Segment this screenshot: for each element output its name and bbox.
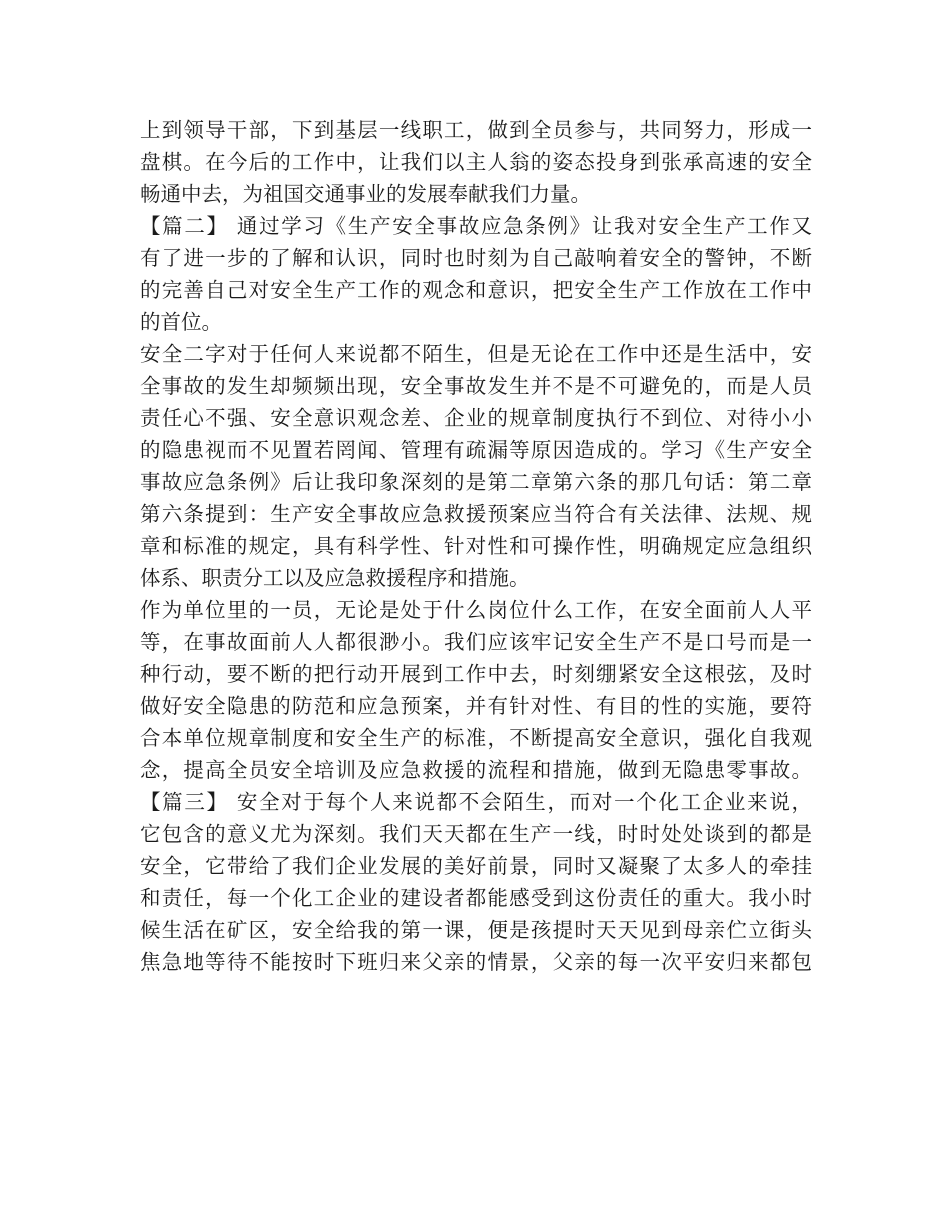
text-line-5: 有了进一步的了解和认识，同时也时刻为自己敲响着安全的警钟，不断 bbox=[140, 246, 812, 270]
text-line-25: 和责任，每一个化工企业的建设者都能感受到这份责任的重大。我小时 bbox=[140, 886, 812, 910]
text-line-2: 盘棋。在今后的工作中，让我们以主人翁的姿态投身到张承高速的安全 bbox=[140, 150, 812, 174]
text-line-9: 全事故的发生却频频出现，安全事故发生并不是不可避免的，而是人员 bbox=[140, 374, 812, 398]
text-line-16: 作为单位里的一员，无论是处于什么岗位什么工作，在安全面前人人平 bbox=[140, 598, 812, 622]
text-line-12: 事故应急条例》后让我印象深刻的是第二章第六条的那几句话：第二章 bbox=[140, 470, 812, 494]
text-line-24: 安全，它带给了我们企业发展的美好前景，同时又凝聚了太多人的牵挂 bbox=[140, 854, 812, 878]
document-body bbox=[140, 114, 812, 978]
text-line-18: 种行动，要不断的把行动开展到工作中去，时刻绷紧安全这根弦，及时 bbox=[140, 662, 812, 686]
text-line-26: 候生活在矿区，安全给我的第一课，便是孩提时天天见到母亲伫立街头 bbox=[140, 918, 812, 942]
text-line-3: 畅通中去，为祖国交通事业的发展奉献我们力量。 bbox=[140, 182, 591, 206]
section-heading-pian-er: 【篇二】 通过学习《生产安全事故应急条例》让我对安全生产工作又 bbox=[140, 214, 812, 238]
text-line-20: 合本单位规章制度和安全生产的标准，不断提高安全意识，强化自我观 bbox=[140, 726, 812, 750]
text-line-1: 上到领导干部，下到基层一线职工，做到全员参与，共同努力，形成一 bbox=[140, 118, 812, 142]
text-line-19: 做好安全隐患的防范和应急预案，并有针对性、有目的性的实施，要符 bbox=[140, 694, 812, 718]
text-line-8: 安全二字对于任何人来说都不陌生，但是无论在工作中还是生活中，安 bbox=[140, 342, 812, 366]
text-line-21: 念，提高全员安全培训及应急救援的流程和措施，做到无隐患零事故。 bbox=[140, 758, 812, 782]
text-line-15: 体系、职责分工以及应急救援程序和措施。 bbox=[140, 566, 530, 590]
text-line-23: 它包含的意义尤为深刻。我们天天都在生产一线，时时处处谈到的都是 bbox=[140, 822, 812, 846]
section-heading-pian-san: 【篇三】 安全对于每个人来说都不会陌生，而对一个化工企业来说， bbox=[140, 790, 812, 814]
text-line-27: 焦急地等待不能按时下班归来父亲的情景，父亲的每一次平安归来都包 bbox=[140, 950, 812, 974]
text-line-13: 第六条提到：生产安全事故应急救援预案应当符合有关法律、法规、规 bbox=[140, 502, 812, 526]
text-line-6: 的完善自己对安全生产工作的观念和意识，把安全生产工作放在工作中 bbox=[140, 278, 812, 302]
text-line-7: 的首位。 bbox=[140, 310, 222, 334]
text-line-11: 的隐患视而不见置若罔闻、管理有疏漏等原因造成的。学习《生产安全 bbox=[140, 438, 812, 462]
text-line-14: 章和标准的规定，具有科学性、针对性和可操作性，明确规定应急组织 bbox=[140, 534, 812, 558]
text-line-17: 等，在事故面前人人都很渺小。我们应该牢记安全生产不是口号而是一 bbox=[140, 630, 812, 654]
text-line-10: 责任心不强、安全意识观念差、企业的规章制度执行不到位、对待小小 bbox=[140, 406, 812, 430]
